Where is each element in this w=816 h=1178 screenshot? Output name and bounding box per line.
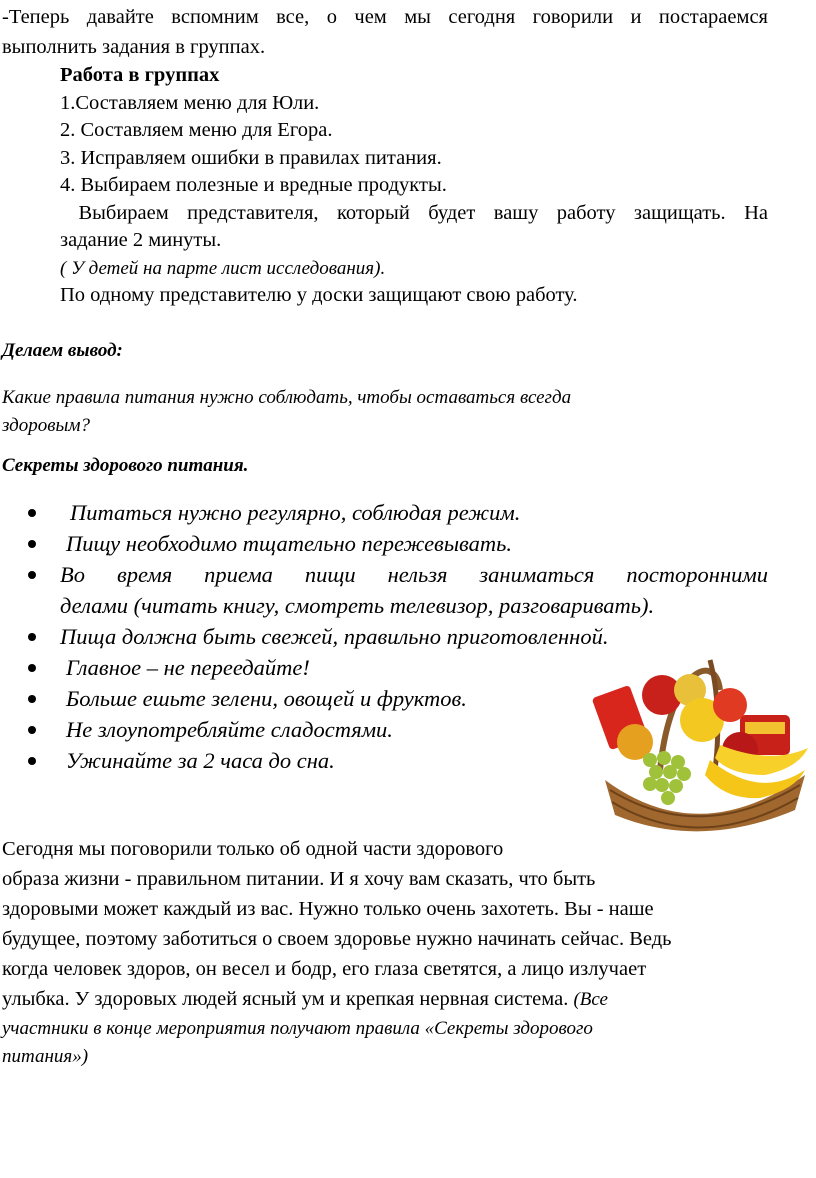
question-line-1: Какие правила питания нужно соблюдать, чтобы оставаться всегда: [2, 387, 572, 408]
group-work-section: [60, 62, 768, 310]
closing-line: питания»): [2, 1046, 89, 1067]
task-item: 1.Составляем меню для Юли.: [60, 91, 320, 114]
conclusion-question: [2, 384, 722, 440]
bullet-icon: [28, 695, 36, 703]
bullet-icon: [28, 757, 36, 765]
intro-paragraph: [2, 2, 768, 62]
closing-line: Сегодня мы поговорили только об одной части здорового: [2, 838, 504, 860]
closing-paragraph: [2, 834, 742, 1071]
bullet-icon: [28, 509, 36, 517]
group-work-title: Работа в группах: [60, 64, 220, 86]
list-item: Не злоупотребляйте сладостями.: [24, 714, 768, 745]
closing-line: улыбка. У здоровых людей ясный ум и крепкая нервная система. (Все: [2, 988, 608, 1010]
closing-line: когда человек здоров, он весел и бодр, его глаза светятся, а лицо излучает: [2, 958, 647, 980]
task-item: 4. Выбираем полезные и вредные продукты.: [60, 174, 447, 196]
closing-line: участники в конце мероприятия получают правила «Секреты здорового: [2, 1018, 593, 1039]
list-item: Пища должна быть свежей, правильно приготовленной.: [24, 621, 768, 652]
fruit-basket-image: [590, 650, 814, 840]
secrets-heading: Секреты здорового питания.: [2, 455, 249, 476]
intro-line-1: -Теперь давайте вспомним все, о чем мы сегодня говорили и постараемся: [2, 6, 768, 28]
representative-line-1: Выбираем представителя, который будет вашу работу защищать. На: [60, 201, 768, 224]
closing-line: будущее, поэтому заботиться о своем здоровье нужно начинать сейчас. Ведь: [2, 928, 672, 950]
task-item: 3. Исправляем ошибки в правилах питания.: [60, 146, 442, 169]
bullet-icon: [28, 540, 36, 548]
question-line-2: здоровым?: [2, 415, 91, 436]
research-note: ( У детей на парте лист исследования).: [60, 257, 386, 279]
bullet-icon: [28, 571, 36, 579]
list-item: Больше ешьте зелени, овощей и фруктов.: [24, 683, 768, 714]
list-item: Главное – не переедайте!: [24, 652, 768, 683]
list-item: Питаться нужно регулярно, соблюдая режим.: [24, 497, 768, 528]
list-item: Пищу необходимо тщательно пережевывать.: [24, 528, 768, 559]
bullet-icon: [28, 726, 36, 734]
intro-line-2: выполнить задания в группах.: [2, 36, 266, 58]
bullet-icon: [28, 633, 36, 641]
closing-line: здоровыми может каждый из вас. Нужно только очень захотеть. Вы - наше: [2, 898, 654, 920]
defense-text: По одному представителю у доски защищают свою работу.: [60, 284, 578, 306]
representative-line-2: задание 2 минуты.: [60, 229, 222, 251]
list-item: Во время приема пищи нельзя заниматься посторонними делами (читать книгу, смотреть телевизор, разговаривать).: [24, 559, 768, 621]
conclusion-heading: Делаем вывод:: [2, 340, 123, 361]
representative-text: [60, 200, 768, 255]
bullet-icon: [28, 664, 36, 672]
closing-line: образа жизни - правильном питании. И я хочу вам сказать, что быть: [2, 868, 596, 890]
list-item: Ужинайте за 2 часа до сна.: [24, 745, 768, 776]
task-item: 2. Составляем меню для Егора.: [60, 119, 333, 141]
